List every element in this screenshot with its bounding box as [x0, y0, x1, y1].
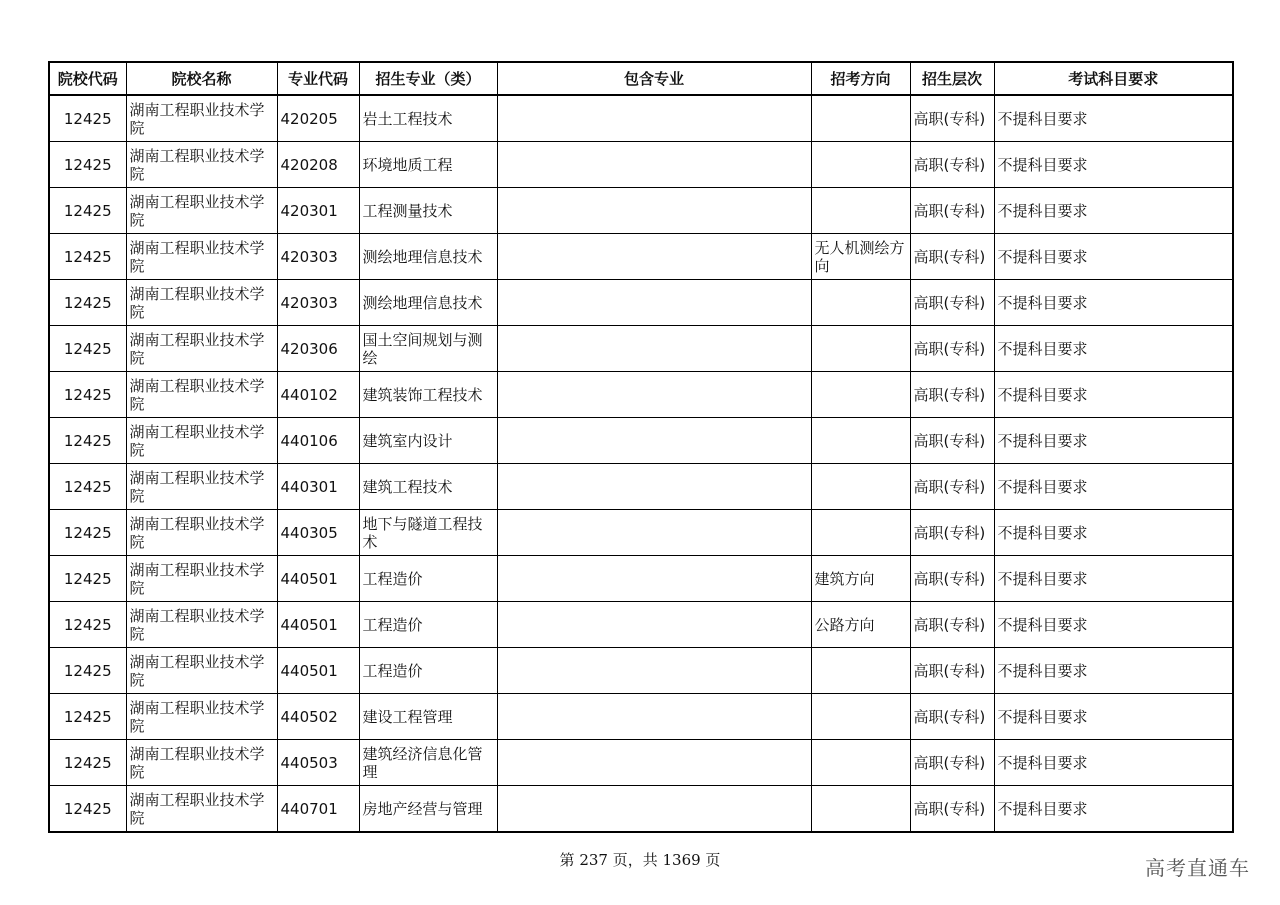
table-row — [49, 234, 1233, 280]
requirement-cell: 不提科目要求 — [994, 95, 1233, 142]
major-cell: 地下与隧道工程技术 — [359, 510, 497, 556]
major-code-cell: 440305 — [277, 510, 359, 556]
direction-cell: 无人机测绘方向 — [811, 234, 910, 280]
school-name-cell: 湖南工程职业技术学院 — [126, 602, 277, 648]
school-name-cell: 湖南工程职业技术学院 — [126, 648, 277, 694]
included-majors-cell — [497, 464, 811, 510]
school-code-cell: 12425 — [49, 740, 126, 786]
level-cell: 高职(专科) — [910, 95, 994, 142]
requirement-cell: 不提科目要求 — [994, 188, 1233, 234]
table-row — [49, 372, 1233, 418]
school-name-cell: 湖南工程职业技术学院 — [126, 188, 277, 234]
requirement-cell: 不提科目要求 — [994, 648, 1233, 694]
direction-cell — [811, 510, 910, 556]
level-cell: 高职(专科) — [910, 280, 994, 326]
level-cell: 高职(专科) — [910, 234, 994, 280]
school-code-cell: 12425 — [49, 326, 126, 372]
table-row — [49, 556, 1233, 602]
major-cell: 建筑经济信息化管理 — [359, 740, 497, 786]
school-code-cell: 12425 — [49, 464, 126, 510]
major-cell: 工程测量技术 — [359, 188, 497, 234]
school-code-cell: 12425 — [49, 372, 126, 418]
major-cell: 工程造价 — [359, 556, 497, 602]
requirement-cell: 不提科目要求 — [994, 556, 1233, 602]
direction-cell — [811, 326, 910, 372]
header-school-name: 院校名称 — [126, 62, 277, 95]
major-code-cell: 440301 — [277, 464, 359, 510]
major-cell: 工程造价 — [359, 602, 497, 648]
page-number: 第 237 页，共 1369 页 — [559, 851, 721, 869]
direction-cell — [811, 142, 910, 188]
header-major: 招生专业（类） — [359, 62, 497, 95]
level-cell: 高职(专科) — [910, 510, 994, 556]
level-cell: 高职(专科) — [910, 602, 994, 648]
table-row — [49, 326, 1233, 372]
direction-cell — [811, 188, 910, 234]
direction-cell — [811, 464, 910, 510]
level-cell: 高职(专科) — [910, 188, 994, 234]
major-cell: 建筑装饰工程技术 — [359, 372, 497, 418]
school-name-cell: 湖南工程职业技术学院 — [126, 95, 277, 142]
school-name-cell: 湖南工程职业技术学院 — [126, 556, 277, 602]
school-name-cell: 湖南工程职业技术学院 — [126, 372, 277, 418]
major-cell: 建筑工程技术 — [359, 464, 497, 510]
header-school-code: 院校代码 — [49, 62, 126, 95]
requirement-cell: 不提科目要求 — [994, 280, 1233, 326]
table-row — [49, 648, 1233, 694]
included-majors-cell — [497, 326, 811, 372]
table-row — [49, 694, 1233, 740]
table-header-row — [49, 62, 1233, 95]
requirement-cell: 不提科目要求 — [994, 142, 1233, 188]
major-code-cell: 440701 — [277, 786, 359, 833]
level-cell: 高职(专科) — [910, 464, 994, 510]
header-major-code: 专业代码 — [277, 62, 359, 95]
table-row — [49, 142, 1233, 188]
school-code-cell: 12425 — [49, 786, 126, 833]
school-name-cell: 湖南工程职业技术学院 — [126, 418, 277, 464]
major-cell: 建筑室内设计 — [359, 418, 497, 464]
major-cell: 建设工程管理 — [359, 694, 497, 740]
requirement-cell: 不提科目要求 — [994, 694, 1233, 740]
school-code-cell: 12425 — [49, 280, 126, 326]
direction-cell — [811, 280, 910, 326]
requirement-cell: 不提科目要求 — [994, 234, 1233, 280]
major-code-cell: 440502 — [277, 694, 359, 740]
major-code-cell: 440106 — [277, 418, 359, 464]
included-majors-cell — [497, 786, 811, 833]
direction-cell — [811, 786, 910, 833]
level-cell: 高职(专科) — [910, 326, 994, 372]
direction-cell: 建筑方向 — [811, 556, 910, 602]
major-code-cell: 420303 — [277, 234, 359, 280]
included-majors-cell — [497, 142, 811, 188]
school-name-cell: 湖南工程职业技术学院 — [126, 464, 277, 510]
school-name-cell: 湖南工程职业技术学院 — [126, 280, 277, 326]
school-code-cell: 12425 — [49, 694, 126, 740]
major-cell: 测绘地理信息技术 — [359, 234, 497, 280]
school-code-cell: 12425 — [49, 188, 126, 234]
included-majors-cell — [497, 95, 811, 142]
school-name-cell: 湖南工程职业技术学院 — [126, 510, 277, 556]
level-cell: 高职(专科) — [910, 694, 994, 740]
level-cell: 高职(专科) — [910, 648, 994, 694]
school-code-cell: 12425 — [49, 95, 126, 142]
table-row — [49, 418, 1233, 464]
school-code-cell: 12425 — [49, 602, 126, 648]
school-name-cell: 湖南工程职业技术学院 — [126, 694, 277, 740]
major-cell: 国土空间规划与测绘 — [359, 326, 497, 372]
table-row — [49, 740, 1233, 786]
header-requirement: 考试科目要求 — [994, 62, 1233, 95]
major-cell: 房地产经营与管理 — [359, 786, 497, 833]
major-cell: 测绘地理信息技术 — [359, 280, 497, 326]
major-code-cell: 420205 — [277, 95, 359, 142]
requirement-cell: 不提科目要求 — [994, 786, 1233, 833]
major-code-cell: 440501 — [277, 556, 359, 602]
school-name-cell: 湖南工程职业技术学院 — [126, 234, 277, 280]
school-name-cell: 湖南工程职业技术学院 — [126, 326, 277, 372]
major-code-cell: 440503 — [277, 740, 359, 786]
enrollment-table — [48, 61, 1234, 833]
direction-cell — [811, 694, 910, 740]
requirement-cell: 不提科目要求 — [994, 372, 1233, 418]
requirement-cell: 不提科目要求 — [994, 602, 1233, 648]
table-row — [49, 280, 1233, 326]
included-majors-cell — [497, 372, 811, 418]
school-code-cell: 12425 — [49, 142, 126, 188]
school-code-cell: 12425 — [49, 510, 126, 556]
school-name-cell: 湖南工程职业技术学院 — [126, 142, 277, 188]
requirement-cell: 不提科目要求 — [994, 510, 1233, 556]
direction-cell: 公路方向 — [811, 602, 910, 648]
included-majors-cell — [497, 556, 811, 602]
watermark: 高考直通车 — [1145, 856, 1250, 880]
level-cell: 高职(专科) — [910, 556, 994, 602]
major-code-cell: 440102 — [277, 372, 359, 418]
included-majors-cell — [497, 418, 811, 464]
table-row — [49, 786, 1233, 833]
level-cell: 高职(专科) — [910, 142, 994, 188]
direction-cell — [811, 418, 910, 464]
major-code-cell: 420208 — [277, 142, 359, 188]
major-code-cell: 440501 — [277, 648, 359, 694]
major-cell: 环境地质工程 — [359, 142, 497, 188]
included-majors-cell — [497, 740, 811, 786]
header-included-majors: 包含专业 — [497, 62, 811, 95]
header-level: 招生层次 — [910, 62, 994, 95]
school-name-cell: 湖南工程职业技术学院 — [126, 786, 277, 833]
direction-cell — [811, 648, 910, 694]
table-body — [49, 95, 1233, 832]
major-code-cell: 420301 — [277, 188, 359, 234]
major-cell: 岩土工程技术 — [359, 95, 497, 142]
major-code-cell: 420306 — [277, 326, 359, 372]
direction-cell — [811, 372, 910, 418]
level-cell: 高职(专科) — [910, 418, 994, 464]
school-code-cell: 12425 — [49, 234, 126, 280]
direction-cell — [811, 740, 910, 786]
included-majors-cell — [497, 280, 811, 326]
level-cell: 高职(专科) — [910, 786, 994, 833]
header-direction: 招考方向 — [811, 62, 910, 95]
included-majors-cell — [497, 234, 811, 280]
direction-cell — [811, 95, 910, 142]
table-row — [49, 510, 1233, 556]
school-name-cell: 湖南工程职业技术学院 — [126, 740, 277, 786]
included-majors-cell — [497, 694, 811, 740]
included-majors-cell — [497, 648, 811, 694]
requirement-cell: 不提科目要求 — [994, 418, 1233, 464]
requirement-cell: 不提科目要求 — [994, 464, 1233, 510]
table-row — [49, 95, 1233, 142]
major-cell: 工程造价 — [359, 648, 497, 694]
level-cell: 高职(专科) — [910, 740, 994, 786]
requirement-cell: 不提科目要求 — [994, 740, 1233, 786]
table-row — [49, 464, 1233, 510]
table-row — [49, 602, 1233, 648]
table-row — [49, 188, 1233, 234]
level-cell: 高职(专科) — [910, 372, 994, 418]
school-code-cell: 12425 — [49, 556, 126, 602]
requirement-cell: 不提科目要求 — [994, 326, 1233, 372]
included-majors-cell — [497, 510, 811, 556]
included-majors-cell — [497, 602, 811, 648]
major-code-cell: 420303 — [277, 280, 359, 326]
school-code-cell: 12425 — [49, 418, 126, 464]
included-majors-cell — [497, 188, 811, 234]
major-code-cell: 440501 — [277, 602, 359, 648]
school-code-cell: 12425 — [49, 648, 126, 694]
